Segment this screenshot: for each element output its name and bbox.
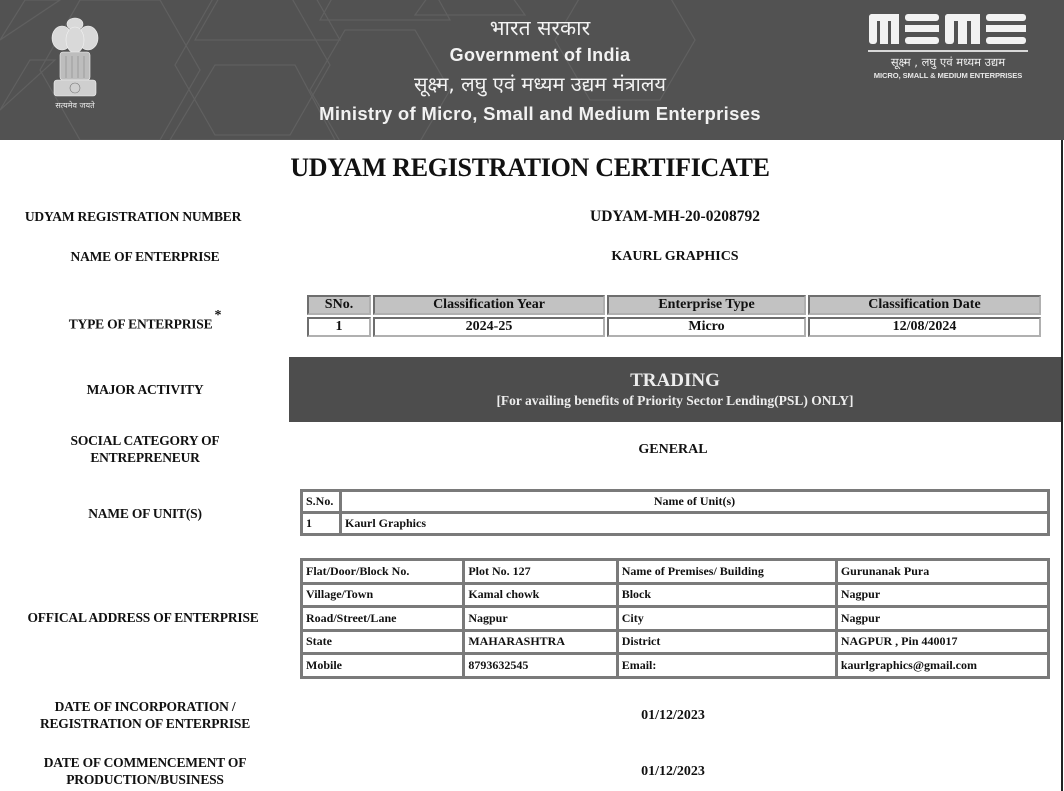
incorporation-date-label-line1: DATE OF INCORPORATION / xyxy=(54,699,236,714)
registration-number-label: UDYAM REGISTRATION NUMBER xyxy=(24,209,242,224)
col-unit-name: Name of Unit(s) xyxy=(341,491,1049,513)
address-field-label: Flat/Door/Block No. xyxy=(302,560,464,584)
govt-english-title: Government of India xyxy=(449,45,631,65)
address-field-label: Name of Premises/ Building xyxy=(617,560,836,584)
address-field-label: District xyxy=(617,630,836,654)
major-activity-value: TRADING xyxy=(630,370,720,391)
enterprise-type-label-text: TYPE OF ENTERPRISE xyxy=(68,316,213,332)
msme-hindi-tagline: सूक्ष्म , लघु एवं मध्यम उद्यम xyxy=(890,55,1006,69)
social-category-value: GENERAL xyxy=(638,442,708,457)
address-field-label: Road/Street/Lane xyxy=(302,607,464,631)
major-activity-banner xyxy=(289,357,1061,422)
ministry-hindi-title: सूक्ष्म, लघु एवं मध्यम उद्यम मंत्रालय xyxy=(414,72,666,96)
classification-table-header xyxy=(307,295,1041,315)
address-field-value: 8793632545 xyxy=(464,654,617,678)
col-classification-year: Classification Year xyxy=(373,295,605,315)
address-table xyxy=(300,558,1050,679)
social-category-label-line2: ENTREPRENEUR xyxy=(90,450,200,465)
table-row xyxy=(302,654,1049,678)
cell-classification-year: 2024-25 xyxy=(373,317,605,337)
units-table xyxy=(300,489,1050,536)
social-category-label-line1: SOCIAL CATEGORY OF xyxy=(70,433,220,448)
address-field-label: Email: xyxy=(617,654,836,678)
col-enterprise-type: Enterprise Type xyxy=(607,295,806,315)
ministry-header-banner xyxy=(0,0,1064,140)
address-field-value: MAHARASHTRA xyxy=(464,630,617,654)
commencement-date-label-line2: PRODUCTION/BUSINESS xyxy=(66,772,224,787)
commencement-date-label xyxy=(0,754,290,788)
enterprise-name-label: NAME OF ENTERPRISE xyxy=(70,249,220,264)
enterprise-name-value: KAURL GRAPHICS xyxy=(611,249,739,264)
cell-classification-date: 12/08/2024 xyxy=(808,317,1041,337)
address-field-value: NAGPUR , Pin 440017 xyxy=(836,630,1048,654)
col-sno: S.No. xyxy=(302,491,341,513)
units-label: NAME OF UNIT(S) xyxy=(88,506,202,521)
address-field-value: Gurunanak Pura xyxy=(836,560,1048,584)
incorporation-date-label xyxy=(0,698,290,732)
table-row xyxy=(302,630,1049,654)
registration-number-value: UDYAM-MH-20-0208792 xyxy=(590,208,760,225)
table-row xyxy=(302,583,1049,607)
official-address-label: OFFICAL ADDRESS OF ENTERPRISE xyxy=(27,610,259,625)
address-field-value: Plot No. 127 xyxy=(464,560,617,584)
address-field-value: Nagpur xyxy=(464,607,617,631)
cell-enterprise-type: Micro xyxy=(607,317,806,337)
certificate-title: UDYAM REGISTRATION CERTIFICATE xyxy=(290,153,770,182)
col-sno: SNo. xyxy=(307,295,371,315)
page-right-border xyxy=(1061,140,1063,791)
table-row xyxy=(302,560,1049,584)
cell-sno: 1 xyxy=(307,317,371,337)
address-field-label: City xyxy=(617,607,836,631)
address-field-label: Village/Town xyxy=(302,583,464,607)
govt-hindi-title: भारत सरकार xyxy=(489,16,591,40)
classification-table xyxy=(305,293,1043,339)
address-field-label: Mobile xyxy=(302,654,464,678)
commencement-date-value: 01/12/2023 xyxy=(641,764,705,779)
col-classification-date: Classification Date xyxy=(808,295,1041,315)
address-field-label: Block xyxy=(617,583,836,607)
table-row xyxy=(307,317,1041,337)
major-activity-label: MAJOR ACTIVITY xyxy=(86,382,204,397)
address-field-label: State xyxy=(302,630,464,654)
footnote-asterisk: * xyxy=(214,308,222,323)
email-value: kaurlgraphics@gmail.com xyxy=(836,654,1048,678)
commencement-date-label-line1: DATE OF COMMENCEMENT OF xyxy=(43,755,247,770)
major-activity-note: [For availing benefits of Priority Sector Lending(PSL) ONLY] xyxy=(496,393,854,408)
ministry-english-title: Ministry of Micro, Small and Medium Enterprises xyxy=(319,103,761,124)
incorporation-date-value: 01/12/2023 xyxy=(641,708,705,723)
incorporation-date-label-line2: REGISTRATION OF ENTERPRISE xyxy=(39,716,251,731)
msme-logo xyxy=(866,12,1030,81)
cell-unit-name: Kaurl Graphics xyxy=(341,513,1049,535)
msme-logo-divider xyxy=(868,50,1028,52)
address-field-value: Kamal chowk xyxy=(464,583,617,607)
emblem-motto: सत्यमेव जयते xyxy=(55,101,95,110)
address-field-value: Nagpur xyxy=(836,583,1048,607)
address-field-value: Nagpur xyxy=(836,607,1048,631)
table-row xyxy=(302,607,1049,631)
msme-wordmark-icon xyxy=(869,12,1027,46)
social-category-label xyxy=(0,432,290,466)
table-row xyxy=(302,513,1049,535)
units-table-header xyxy=(302,491,1049,513)
ministry-titles xyxy=(280,14,800,128)
msme-english-tagline: MICRO, SMALL & MEDIUM ENTERPRISES xyxy=(873,71,1023,80)
cell-sno: 1 xyxy=(302,513,341,535)
enterprise-type-label xyxy=(0,308,290,333)
